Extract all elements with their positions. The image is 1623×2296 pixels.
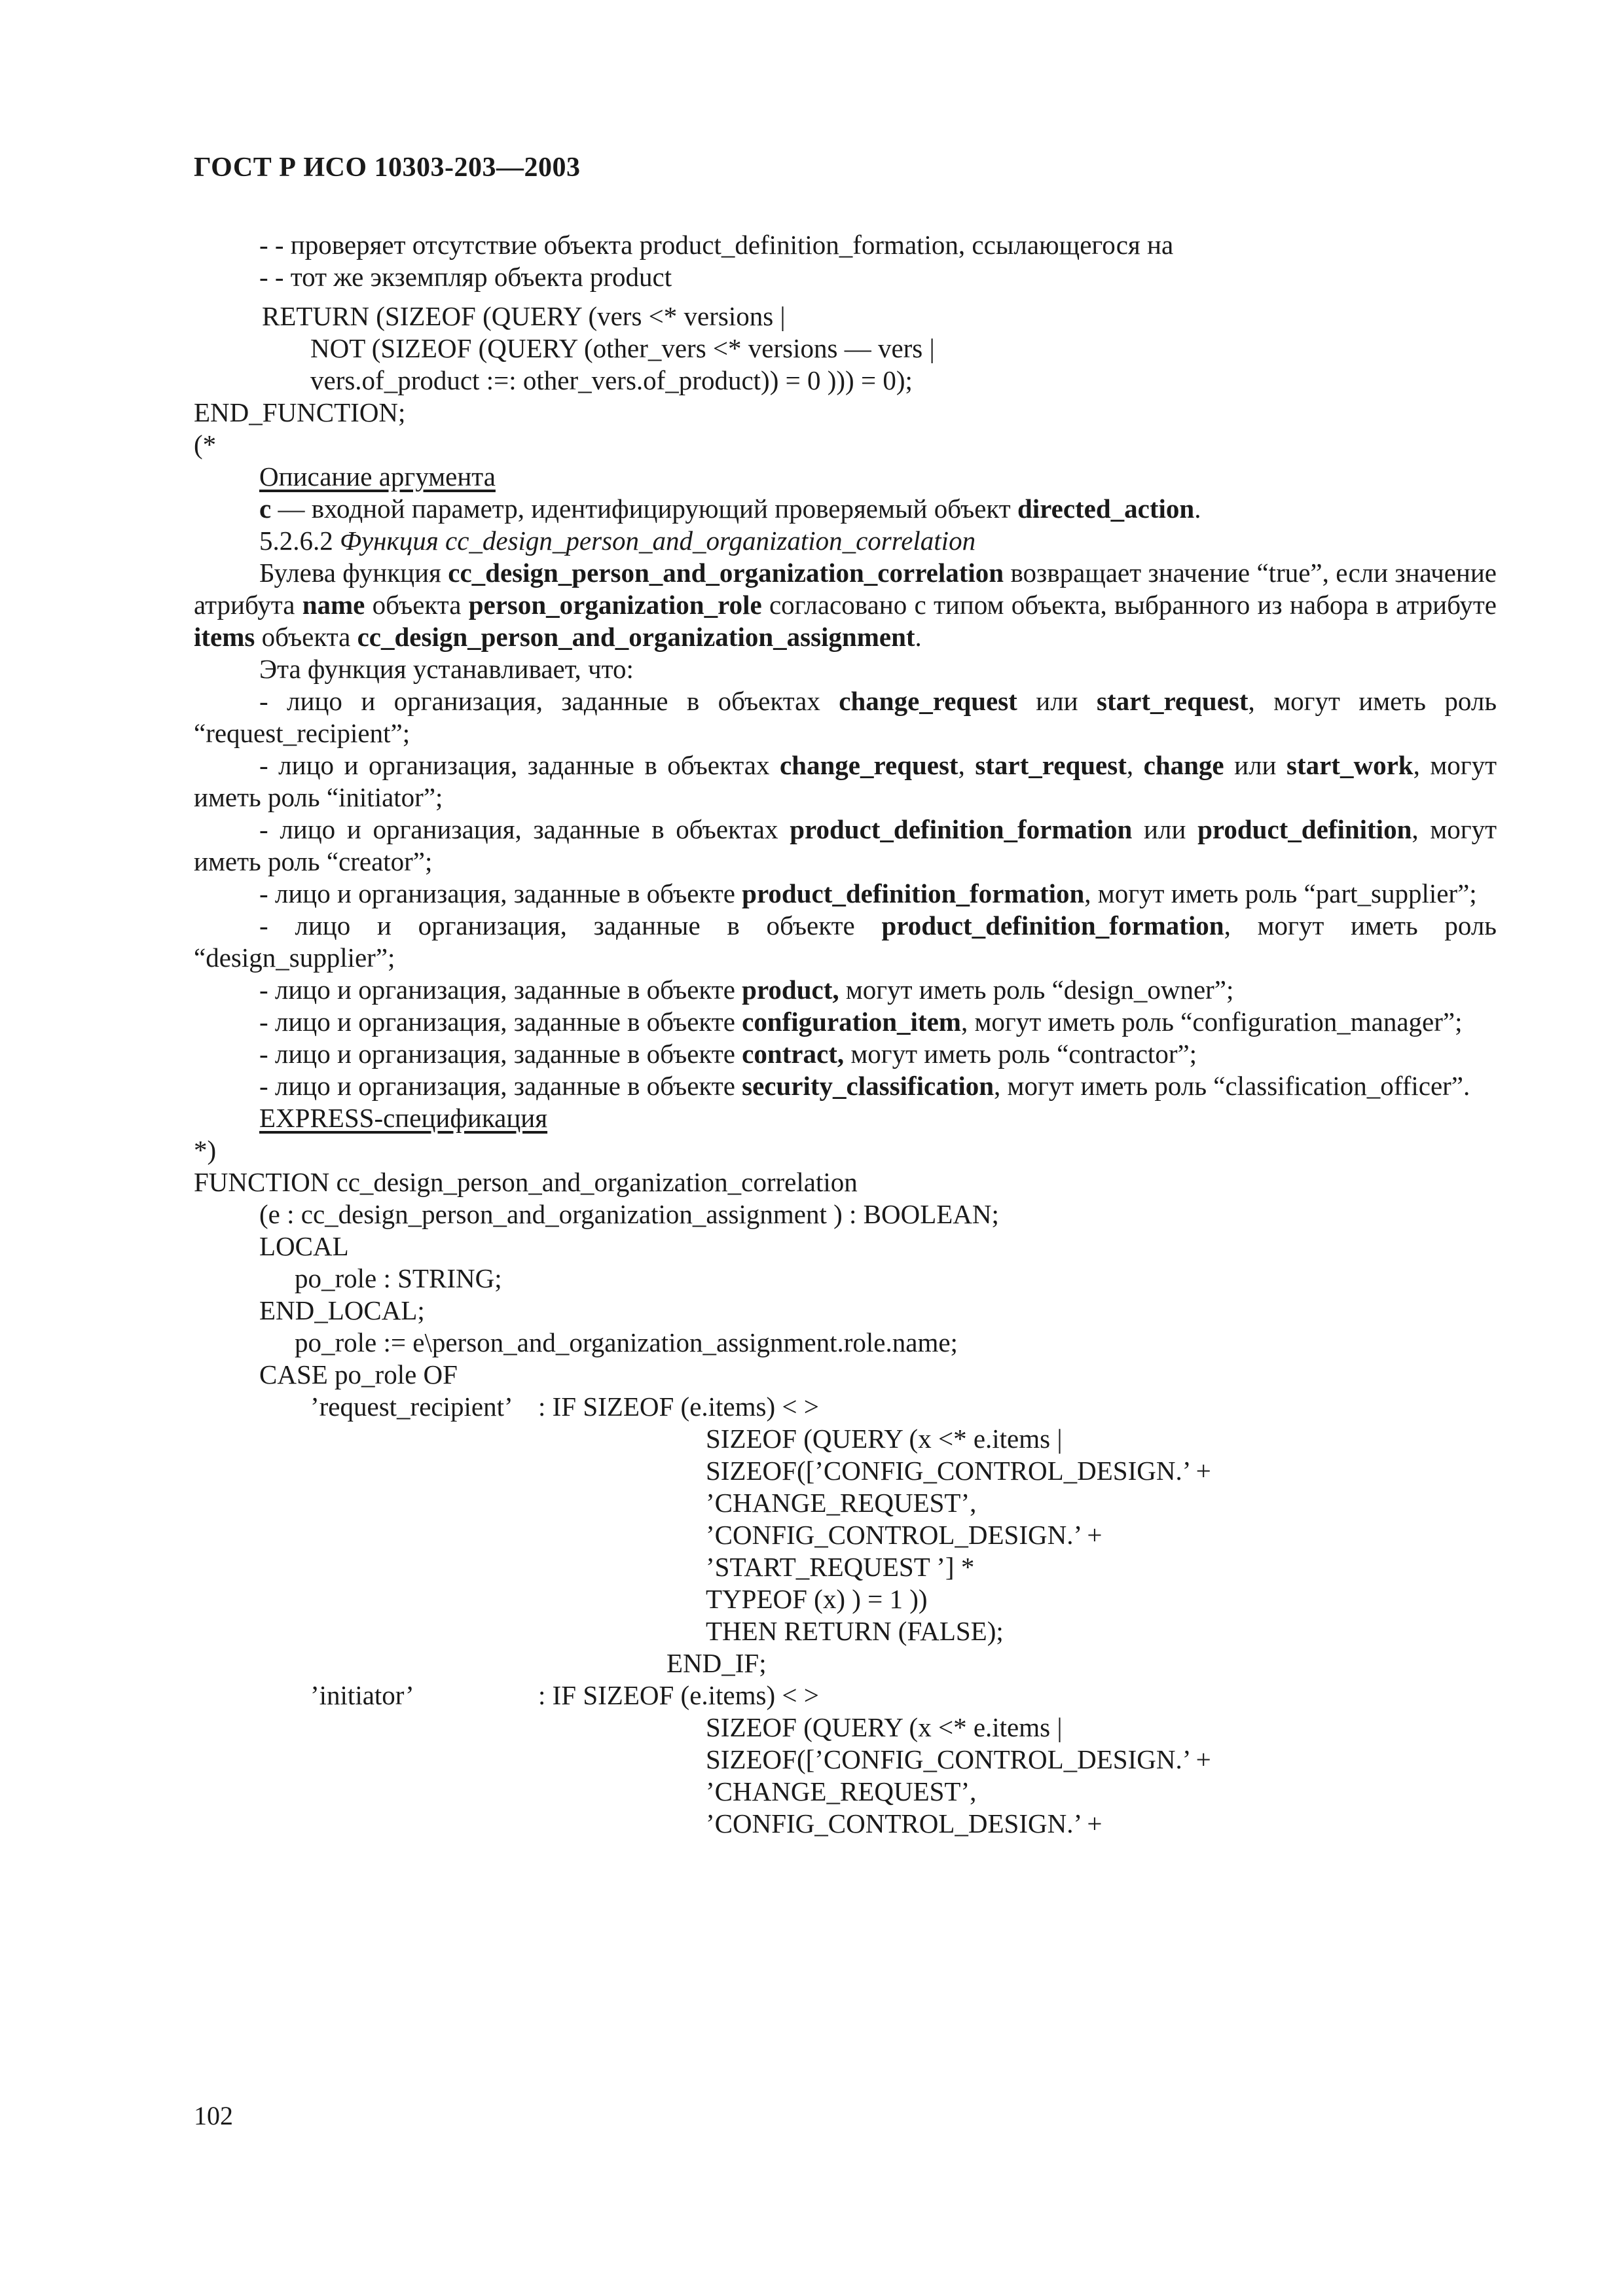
code-line: END_LOCAL; bbox=[259, 1295, 425, 1325]
case-label: ’initiator’ bbox=[310, 1680, 414, 1710]
rule-item: - лицо и организация, заданные в объектах change_request, start_request, change или start_work, могут иметь роль “initiator”; bbox=[194, 750, 1497, 812]
case-if-line: : IF SIZEOF (e.items) < > bbox=[538, 1680, 819, 1710]
code-line: po_role := e\person_and_organization_assignment.role.name; bbox=[295, 1327, 958, 1357]
code-line: (* bbox=[194, 429, 217, 459]
rule-item: - лицо и организация, заданные в объекте security_classification, могут иметь роль “classification_officer”. bbox=[259, 1071, 1470, 1101]
page-content bbox=[194, 229, 1497, 1840]
code-line: SIZEOF (QUERY (x <* e.items | bbox=[706, 1712, 1063, 1742]
code-line: *) bbox=[194, 1135, 217, 1165]
code-line: po_role : STRING; bbox=[295, 1263, 502, 1293]
code-line: ’CHANGE_REQUEST’, bbox=[706, 1776, 977, 1806]
code-line: RETURN (SIZEOF (QUERY (vers <* versions | bbox=[262, 301, 786, 331]
arg-description: c — входной параметр, идентифицирующий проверяемый объект directed_action. bbox=[259, 493, 1201, 524]
code-line: ’CONFIG_CONTROL_DESIGN.’ + bbox=[706, 1520, 1103, 1550]
express-heading: EXPRESS-спецификация bbox=[259, 1103, 548, 1133]
rule-item: - лицо и организация, заданные в объектах product_definition_formation или product_definition, могут иметь роль “creator”; bbox=[194, 814, 1497, 876]
code-line: THEN RETURN (FALSE); bbox=[706, 1616, 1004, 1646]
case-row bbox=[194, 1679, 1497, 1712]
page-number: 102 bbox=[194, 2101, 233, 2130]
code-comment-line: - - проверяет отсутствие объекта product_definition_formation, ссылающегося на bbox=[259, 230, 1174, 260]
case-label: ’request_recipient’ bbox=[310, 1391, 513, 1422]
code-line: (e : cc_design_person_and_organization_assignment ) : BOOLEAN; bbox=[259, 1199, 999, 1229]
code-line: END_FUNCTION; bbox=[194, 397, 406, 427]
code-comment-line: - - тот же экземпляр объекта product bbox=[259, 262, 672, 292]
code-line: LOCAL bbox=[259, 1231, 349, 1261]
page-header: ГОСТ Р ИСО 10303-203—2003 bbox=[194, 152, 581, 183]
code-line: NOT (SIZEOF (QUERY (other_vers <* versions — vers | bbox=[310, 333, 935, 363]
rule-item: - лицо и организация, заданные в объекте product_definition_formation, могут иметь роль “part_supplier”; bbox=[259, 878, 1477, 908]
intro-paragraph: Булева функция cc_design_person_and_organization_correlation возвращает значение “true”, если значение атрибута name объекта person_organization_role согласовано с типом объекта, выбранного из набора в атрибуте items объекта cc_design_person_and_organization_assignment. bbox=[194, 558, 1497, 652]
rule-item: - лицо и организация, заданные в объектах change_request или start_request, могут иметь роль “request_recipient”; bbox=[194, 686, 1497, 748]
case-if-line: : IF SIZEOF (e.items) < > bbox=[538, 1391, 819, 1422]
case-row bbox=[194, 1391, 1497, 1423]
establishes-line: Эта функция устанавливает, что: bbox=[259, 654, 634, 684]
section-heading: 5.2.6.2 Функция cc_design_person_and_organization_correlation bbox=[259, 526, 976, 556]
rule-item: - лицо и организация, заданные в объекте product_definition_formation, могут иметь роль “design_supplier”; bbox=[194, 910, 1497, 973]
code-line: END_IF; bbox=[666, 1648, 767, 1678]
rule-item: - лицо и организация, заданные в объекте contract, могут иметь роль “contractor”; bbox=[259, 1039, 1197, 1069]
rule-item: - лицо и организация, заданные в объекте product, могут иметь роль “design_owner”; bbox=[259, 975, 1234, 1005]
code-line: SIZEOF([’CONFIG_CONTROL_DESIGN.’ + bbox=[706, 1456, 1211, 1486]
code-line: CASE po_role OF bbox=[259, 1359, 458, 1390]
code-line: SIZEOF (QUERY (x <* e.items | bbox=[706, 1424, 1063, 1454]
code-line: FUNCTION cc_design_person_and_organization_correlation bbox=[194, 1167, 858, 1197]
code-line: vers.of_product :=: other_vers.of_product)) = 0 ))) = 0); bbox=[310, 365, 913, 395]
code-line: ’START_REQUEST ’] * bbox=[706, 1552, 975, 1582]
code-line: TYPEOF (x) ) = 1 )) bbox=[706, 1584, 928, 1614]
arg-heading: Описание аргумента bbox=[259, 461, 496, 492]
rule-item: - лицо и организация, заданные в объекте configuration_item, могут иметь роль “configuration_manager”; bbox=[259, 1007, 1463, 1037]
code-line: SIZEOF([’CONFIG_CONTROL_DESIGN.’ + bbox=[706, 1744, 1211, 1774]
code-line: ’CHANGE_REQUEST’, bbox=[706, 1488, 977, 1518]
code-line: ’CONFIG_CONTROL_DESIGN.’ + bbox=[706, 1808, 1103, 1839]
